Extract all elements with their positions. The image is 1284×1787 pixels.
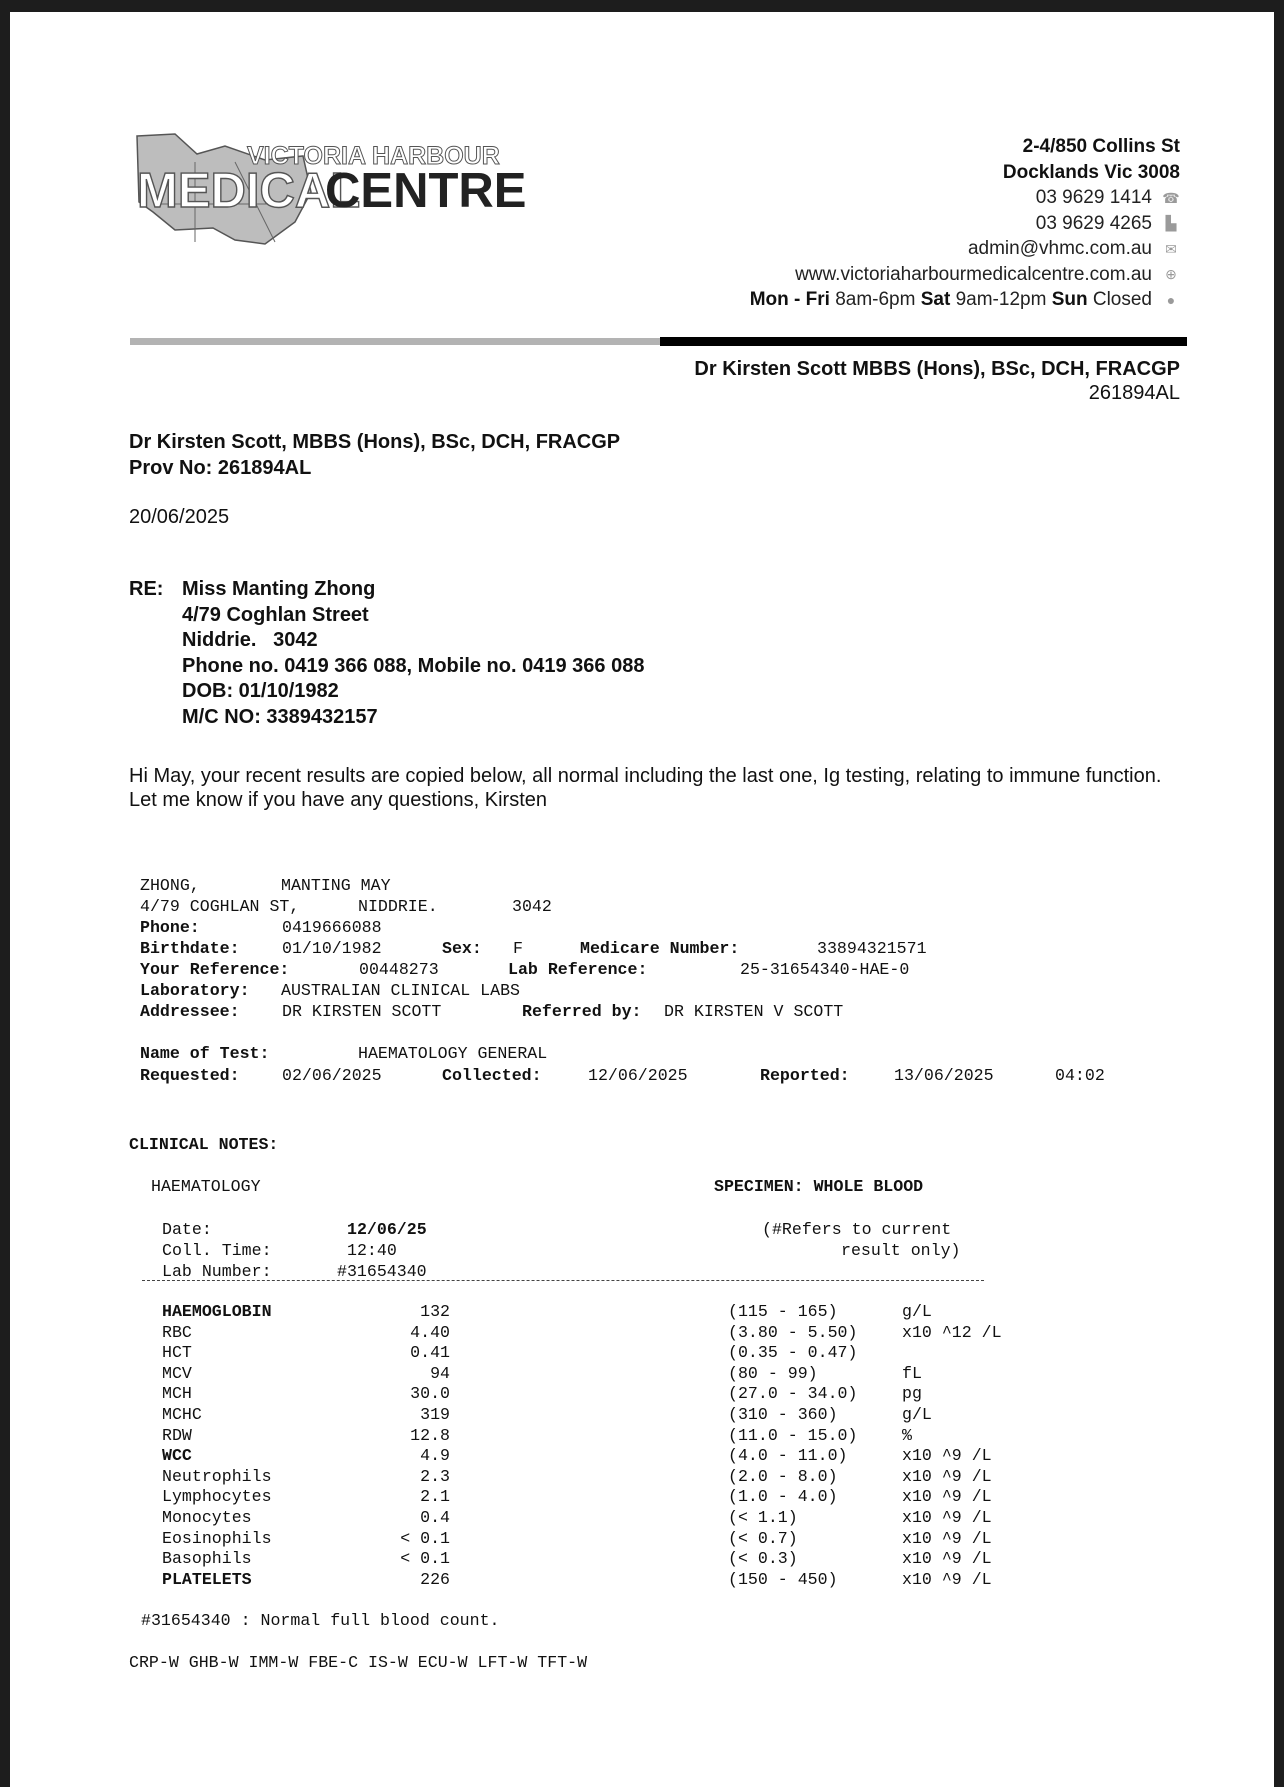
svg-text:CENTRE: CENTRE: [325, 164, 527, 218]
report-medicare: 33894321571: [817, 939, 927, 958]
report-reported: 13/06/2025: [894, 1066, 994, 1085]
result-name: Basophils: [162, 1549, 252, 1569]
result-reference-range: (150 - 450): [728, 1569, 838, 1589]
email-icon: ✉: [1165, 240, 1177, 257]
report-postcode: 3042: [512, 897, 552, 916]
result-reference-range: (3.80 - 5.50): [728, 1322, 858, 1342]
patient-name: Miss Manting Zhong: [182, 578, 376, 600]
result-reference-range: (< 0.7): [728, 1528, 798, 1548]
report-requested-label: Requested:: [140, 1066, 240, 1085]
patient-dob: DOB: 01/10/1982: [182, 680, 339, 702]
result-unit: x10 ^12 /L: [902, 1322, 1002, 1342]
report-test-name-label: Name of Test:: [140, 1044, 270, 1063]
letter-date: 20/06/2025: [129, 506, 230, 528]
specimen-type: SPECIMEN: WHOLE BLOOD: [714, 1177, 924, 1196]
report-surname: ZHONG,: [140, 876, 200, 895]
clinic-email[interactable]: admin@vhmc.com.au: [967, 238, 1152, 259]
result-reference-range: (115 - 165): [728, 1302, 838, 1321]
patient-street: 4/79 Coghlan Street: [182, 603, 369, 626]
report-collected: 12/06/2025: [588, 1066, 688, 1085]
report-sex-label: Sex:: [442, 939, 482, 958]
result-unit: x10 ^9 /L: [902, 1446, 992, 1466]
result-reference-range: (< 0.3): [728, 1549, 798, 1569]
header-divider-grey: [130, 338, 660, 345]
result-name: Eosinophils: [162, 1528, 272, 1548]
report-lab-reference: 25-31654340-HAE-0: [740, 960, 910, 979]
report-lab-reference-label: Lab Reference:: [508, 960, 648, 979]
report-medicare-label: Medicare Number:: [580, 939, 740, 958]
clinic-address-line1: 2-4/850 Collins St: [1022, 136, 1180, 157]
header-divider-black: [660, 337, 1187, 346]
report-addressee-label: Addressee:: [140, 1002, 240, 1021]
result-value: < 0.1: [400, 1528, 450, 1548]
patient-suburb: Niddrie. 3042: [182, 629, 318, 651]
result-name: MCV: [162, 1363, 192, 1383]
report-address: 4/79 COGHLAN ST,: [140, 897, 300, 916]
report-birthdate-label: Birthdate:: [140, 939, 240, 958]
phone-icon: ☎: [1162, 189, 1180, 206]
result-name: RDW: [162, 1425, 192, 1445]
report-requested: 02/06/2025: [282, 1066, 382, 1085]
letter-message: Hi May, your recent results are copied below, all normal including the last one, Ig testing, relating to immune function. Let me know if you have any questions, Kirsten: [129, 765, 1162, 811]
result-value: 319: [420, 1404, 450, 1424]
report-sex: F: [513, 939, 523, 958]
result-comment: #31654340 : Normal full blood count.: [141, 1611, 500, 1630]
header-doctor-name: Dr Kirsten Scott MBBS (Hons), BSc, DCH, FRACGP: [694, 358, 1180, 380]
section-heading: HAEMATOLOGY: [151, 1177, 261, 1196]
result-unit: x10 ^9 /L: [902, 1549, 992, 1569]
result-reference-range: (80 - 99): [728, 1363, 818, 1383]
lab-number-label: Lab Number:: [162, 1262, 272, 1281]
result-unit: pg: [902, 1384, 922, 1404]
result-value: < 0.1: [400, 1549, 450, 1569]
report-birthdate: 01/10/1982: [282, 939, 382, 958]
result-value: 2.3: [420, 1466, 450, 1486]
clinic-website[interactable]: www.victoriaharbourmedicalcentre.com.au: [795, 263, 1152, 285]
report-collected-label: Collected:: [442, 1066, 542, 1085]
letter-doctor: Dr Kirsten Scott, MBBS (Hons), BSc, DCH, FRACGP: [129, 431, 621, 453]
result-unit: x10 ^9 /L: [902, 1466, 992, 1486]
refers-note-line1: (#Refers to current: [762, 1220, 952, 1239]
report-addressee: DR KIRSTEN SCOTT: [282, 1002, 442, 1021]
result-name: MCH: [162, 1384, 192, 1404]
result-unit: x10 ^9 /L: [902, 1507, 992, 1527]
globe-icon: ⊕: [1165, 266, 1177, 283]
header-doctor: [694, 357, 1180, 405]
result-reference-range: (27.0 - 34.0): [728, 1384, 858, 1404]
result-value: 94: [430, 1363, 450, 1383]
report-reported-time: 04:02: [1055, 1066, 1105, 1085]
re-label: RE:: [129, 578, 164, 600]
result-name: HAEMOGLOBIN: [162, 1302, 272, 1321]
report-reported-label: Reported:: [760, 1066, 850, 1085]
result-reference-range: (1.0 - 4.0): [728, 1487, 838, 1507]
patient-block: [129, 577, 644, 730]
coll-time: 12:40: [347, 1241, 397, 1260]
svg-text:VICTORIA HARBOUR: VICTORIA HARBOUR: [247, 142, 500, 170]
report-suburb: NIDDRIE.: [358, 897, 438, 916]
result-reference-range: (< 1.1): [728, 1507, 798, 1527]
result-unit: %: [902, 1425, 912, 1445]
result-unit: g/L: [902, 1404, 932, 1424]
report-your-reference-label: Your Reference:: [140, 960, 290, 979]
result-reference-range: (0.35 - 0.47): [728, 1343, 858, 1363]
result-unit: g/L: [902, 1302, 932, 1321]
clock-icon: ●: [1166, 291, 1176, 308]
header-provider-number: 261894AL: [1088, 382, 1180, 404]
result-value: 30.0: [410, 1384, 450, 1404]
report-your-reference: 00448273: [359, 960, 439, 979]
result-name: Neutrophils: [162, 1466, 272, 1486]
report-test-name: HAEMATOLOGY GENERAL: [358, 1044, 548, 1063]
result-value: 12.8: [410, 1425, 450, 1445]
clinic-fax: 03 9629 4265: [1035, 212, 1152, 234]
result-name: RBC: [162, 1322, 192, 1342]
lab-number: #31654340: [337, 1262, 427, 1281]
result-unit: fL: [902, 1363, 922, 1383]
result-name: HCT: [162, 1343, 192, 1363]
clinical-notes-heading: CLINICAL NOTES:: [129, 1135, 279, 1154]
letter-page: [10, 12, 1274, 1787]
result-name: MCHC: [162, 1404, 202, 1424]
report-referred-by-label: Referred by:: [522, 1002, 642, 1021]
result-value: 2.1: [420, 1487, 450, 1507]
result-name: PLATELETS: [162, 1569, 252, 1589]
result-name: WCC: [162, 1446, 192, 1466]
coll-time-label: Coll. Time:: [162, 1241, 272, 1260]
date-label: Date:: [162, 1220, 212, 1239]
result-value: 4.9: [420, 1446, 450, 1466]
result-unit: x10 ^9 /L: [902, 1569, 992, 1589]
result-name: Lymphocytes: [162, 1487, 272, 1507]
result-value: 226: [420, 1569, 450, 1589]
patient-phones: Phone no. 0419 366 088, Mobile no. 0419 366 088: [182, 654, 645, 677]
report-laboratory-label: Laboratory:: [140, 981, 250, 1000]
result-value: 0.4: [420, 1507, 450, 1527]
clinic-phone[interactable]: 03 9629 1414: [1035, 187, 1152, 208]
clinic-address-line2: Docklands Vic 3008: [1002, 161, 1180, 183]
results-divider: [142, 1280, 984, 1281]
clinic-contact: [750, 134, 1180, 313]
result-reference-range: (11.0 - 15.0): [728, 1425, 858, 1445]
report-phone: 0419666088: [282, 918, 382, 937]
patient-medicare: M/C NO: 3389432157: [182, 705, 378, 728]
fax-icon: ▙: [1165, 215, 1177, 232]
refers-note-line2: result only): [841, 1241, 961, 1260]
result-value: 4.40: [410, 1322, 450, 1342]
report-given-names: MANTING MAY: [281, 876, 391, 895]
result-date: 12/06/25: [347, 1220, 427, 1239]
result-unit: x10 ^9 /L: [902, 1528, 992, 1548]
result-unit: x10 ^9 /L: [902, 1487, 992, 1507]
letter-prov-number: Prov No: 261894AL: [129, 457, 312, 479]
clinic-hours: Mon - Fri 8am-6pm Sat 9am-12pm Sun Closed ●: [750, 287, 1180, 313]
report-referred-by: DR KIRSTEN V SCOTT: [664, 1002, 844, 1021]
report-phone-label: Phone:: [140, 918, 200, 937]
result-value: 0.41: [410, 1343, 450, 1363]
result-reference-range: (310 - 360): [728, 1404, 838, 1424]
result-name: Monocytes: [162, 1507, 252, 1527]
result-value: 132: [420, 1302, 450, 1321]
result-reference-range: (2.0 - 8.0): [728, 1466, 838, 1486]
test-codes: CRP-W GHB-W IMM-W FBE-C IS-W ECU-W LFT-W TFT-W: [129, 1653, 588, 1672]
result-reference-range: (4.0 - 11.0): [728, 1446, 848, 1466]
svg-text:MEDICAL: MEDICAL: [137, 164, 361, 218]
report-laboratory: AUSTRALIAN CLINICAL LABS: [281, 981, 520, 1000]
clinic-logo: [135, 132, 527, 262]
